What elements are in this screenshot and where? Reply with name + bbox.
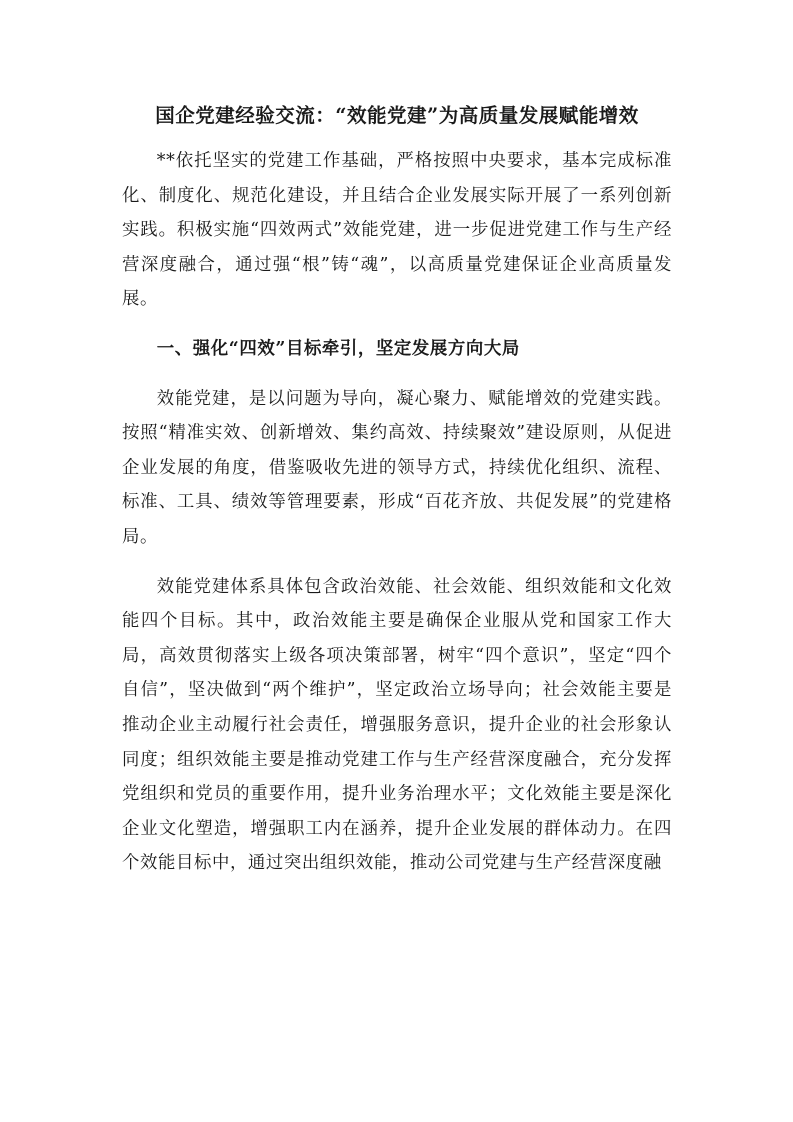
section1-paragraph-1: 效能党建，是以问题为导向，凝心聚力、赋能增效的党建实践。按照“精准实效、创新增效、集约高效、持续聚效”建设原则，从促进企业发展的角度，借鉴吸收先进的领导方式，持续优化组织、流程、标准、工具、绩效等管理要素，形成“百花齐放、共促发展”的党建格局。 (122, 388, 672, 547)
document-title: 国企党建经验交流：“效能党建”为高质量发展赋能增效 (155, 104, 639, 127)
document-body (122, 98, 672, 896)
section-heading-1: 一、强化“四效”目标牵引，坚定发展方向大局 (156, 338, 520, 359)
section1-paragraph-2: 效能党建体系具体包含政治效能、社会效能、组织效能和文化效能四个目标。其中，政治效能主要是确保企业服从党和国家工作大局，高效贯彻落实上级各项决策部署，树牢“四个意识”，坚定“四个自信”，坚决做到“两个维护”，坚定政治立场导向；社会效能主要是推动企业主动履行社会责任，增强服务意识，提升企业的社会形象认同度；组织效能主要是推动党建工作与生产经营深度融合，充分发挥党组织和党员的重要作用，提升业务治理水平；文化效能主要是深化企业文化塑造，增强职工内在涵养，提升企业发展的群体动力。在四个效能目标中，通过突出组织效能，推动公司党建与生产经营深度融 (122, 576, 672, 874)
intro-paragraph: **依托坚实的党建工作基础，严格按照中央要求，基本完成标准化、制度化、规范化建设，并且结合企业发展实际开展了一系列创新实践。积极实施“四效两式”效能党建，进一步促进党建工作与生产经营深度融合，通过强“根”铸“魂”，以高质量党建保证企业高质量发展。 (122, 151, 672, 310)
